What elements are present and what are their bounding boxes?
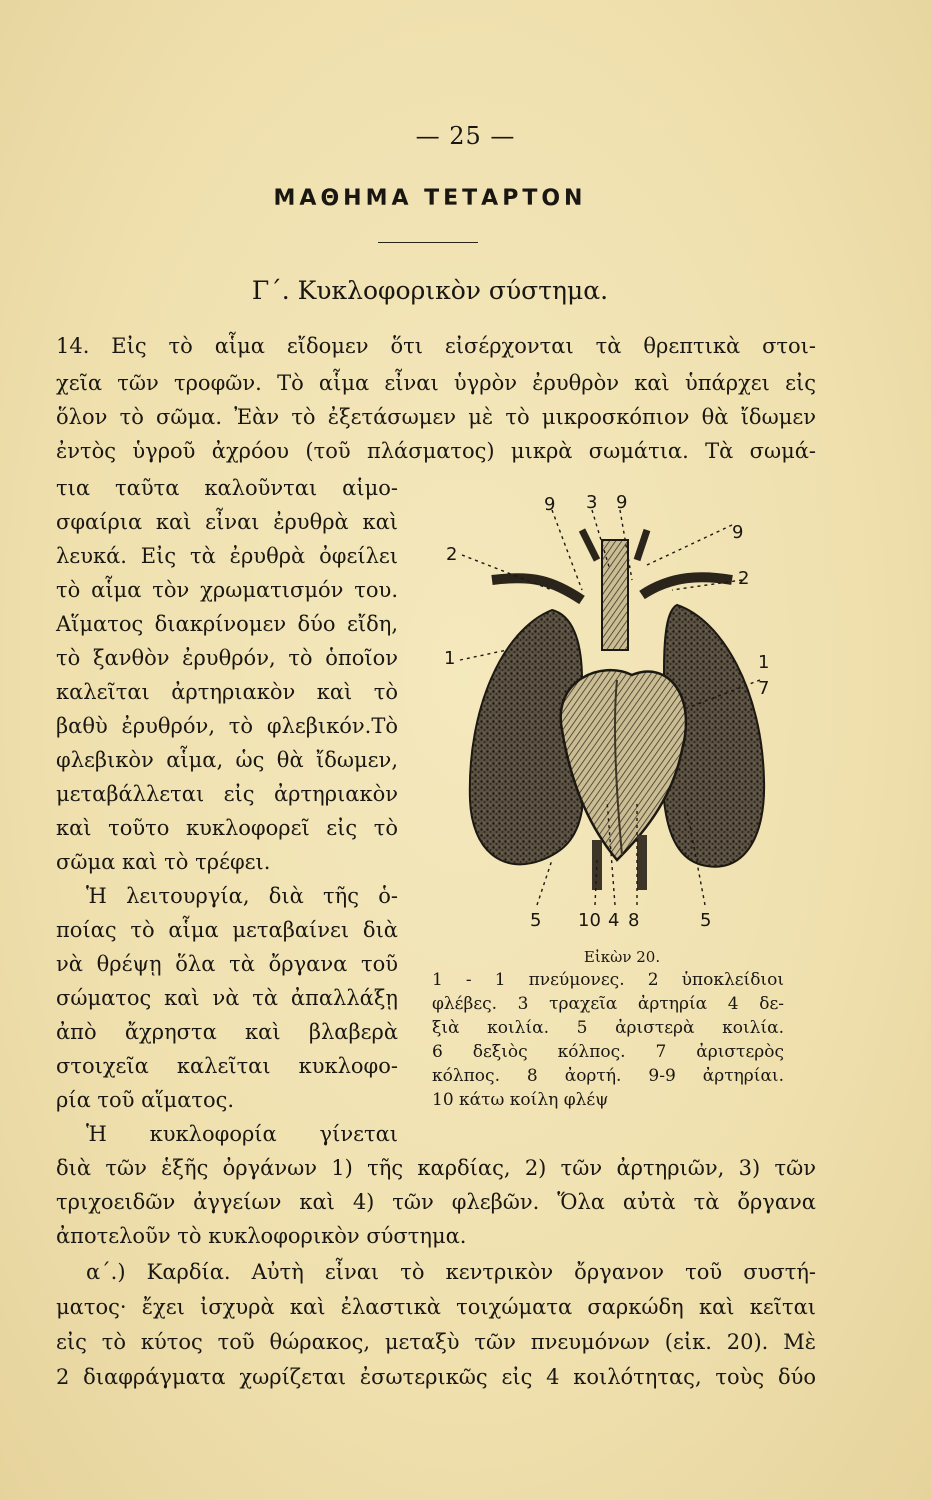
text-line: διὰ τῶν ἑξῆς ὀργάνων 1) τῆς καρδίας, 2) τῶν ἀρτηριῶν, 3) τῶν [56, 1156, 816, 1180]
text-line: χεῖα τῶν τροφῶν. Τὸ αἷμα εἶναι ὑγρὸν ἐρυθρὸν καὶ ὑπάρχει εἰς [56, 371, 816, 395]
anatomical-engraving [432, 480, 812, 940]
callout-label: 4 [608, 910, 620, 931]
text-line: ματος· ἔχει ἰσχυρὰ καὶ ἐλαστικὰ τοιχώματα σαρκώδη καὶ κεῖται [56, 1295, 816, 1319]
text-line: Ἡ κυκλοφορία γίνεται [86, 1122, 398, 1146]
text-line: εἰς τὸ κύτος τοῦ θώρακος, μεταξὺ τῶν πνευμόνων (εἰκ. 20). Μὲ [56, 1330, 816, 1354]
text-line: α΄.) Καρδία. Αὐτὴ εἶναι τὸ κεντρικὸν ὄργανον τοῦ συστή- [86, 1260, 816, 1284]
figure-caption-line: φλέβες. 3 τραχεῖα ἀρτηρία 4 δε- [432, 994, 784, 1014]
text-line: ἐντὸς ὑγροῦ ἀχρόου (τοῦ πλάσματος) μικρὰ σωμάτια. Τὰ σωμά- [56, 439, 816, 463]
callout-label: 7 [758, 678, 770, 699]
section-title: Γ΄. Κυκλοφορικὸν σύστημα. [251, 276, 609, 305]
callout-label: 9 [732, 522, 744, 543]
text-line: βαθὺ ἐρυθρόν, τὸ φλεβικόν.Τὸ [56, 714, 398, 738]
page-number: — 25 — [415, 122, 516, 150]
text-line: μεταβάλλεται εἰς ἀρτηριακὸν [56, 782, 398, 806]
text-line: Αἵματος διακρίνομεν δύο εἴδη, [56, 612, 398, 636]
figure-caption-line: 10 κάτω κοίλη φλέψ [432, 1090, 609, 1110]
heart-lungs-illustration [432, 480, 812, 940]
text-line: ὅλον τὸ σῶμα. Ἐὰν τὸ ἐξετάσωμεν μὲ τὸ μικροσκόπιον θὰ ἴδωμεν [56, 405, 816, 429]
callout-label: 1 [444, 648, 456, 669]
text-line: φλεβικὸν αἷμα, ὡς θὰ ἴδωμεν, [56, 748, 398, 772]
text-line: 2 διαφράγματα χωρίζεται ἐσωτερικῶς εἰς 4 κοιλότητας, τοὺς δύο [56, 1365, 816, 1389]
text-line: τριχοειδῶν ἀγγείων καὶ 4) τῶν φλεβῶν. Ὅλα αὐτὰ τὰ ὄργανα [56, 1190, 816, 1214]
lesson-title: ΜΑΘΗΜΑ ΤΕΤΑΡΤΟΝ [273, 186, 587, 211]
figure-caption-line: κόλπος. 8 ἀορτή. 9-9 ἀρτηρίαι. [432, 1066, 784, 1086]
text-line: σφαίρια καὶ εἶναι ἐρυθρὰ καὶ [56, 510, 398, 534]
text-line: ρία τοῦ αἵματος. [56, 1088, 235, 1112]
text-line: λευκά. Εἰς τὰ ἐρυθρὰ ὀφείλει [56, 544, 398, 568]
callout-label: 3 [586, 492, 598, 513]
text-line: 14. Εἰς τὸ αἷμα εἴδομεν ὅτι εἰσέρχονται τὰ θρεπτικὰ στοι- [56, 334, 816, 358]
text-line: καλεῖται ἀρτηριακὸν καὶ τὸ [56, 680, 398, 704]
callout-label: 5 [700, 910, 712, 931]
callout-label: 2 [446, 544, 458, 565]
text-line: σώματος καὶ νὰ τὰ ἀπαλλάξῃ [56, 986, 398, 1010]
text-line: ἀποτελοῦν τὸ κυκλοφορικὸν σύστημα. [56, 1224, 467, 1248]
text-line: καὶ τοῦτο κυκλοφορεῖ εἰς τὸ [56, 816, 398, 840]
text-line: τια ταῦτα καλοῦνται αἱμο- [56, 476, 398, 500]
text-line: τὸ αἷμα τὸν χρωματισμόν του. [56, 578, 398, 602]
title-divider [378, 242, 478, 243]
text-line: ἀπὸ ἄχρηστα καὶ βλαβερὰ [56, 1020, 398, 1044]
figure-caption-line: ξιὰ κοιλία. 5 ἀριστερὰ κοιλία. [432, 1018, 784, 1038]
text-line: τὸ ξανθὸν ἐρυθρόν, τὸ ὁποῖον [56, 646, 398, 670]
callout-label: 10 [578, 910, 601, 931]
callout-label: 5 [530, 910, 542, 931]
text-line: νὰ θρέψῃ ὅλα τὰ ὄργανα τοῦ [56, 952, 398, 976]
figure-caption-line: 1 - 1 πνεύμονες. 2 ὑποκλείδιοι [432, 970, 784, 990]
callout-label: 1 [758, 652, 770, 673]
figure-title: Εἰκὼν 20. [583, 948, 661, 966]
text-line: στοιχεῖα καλεῖται κυκλοφο- [56, 1054, 398, 1078]
callout-label: 8 [628, 910, 640, 931]
callout-label: 9 [544, 494, 556, 515]
callout-label: 2 [738, 568, 750, 589]
callout-label: 9 [616, 492, 628, 513]
text-line: σῶμα καὶ τὸ τρέφει. [56, 850, 271, 874]
figure-caption-line: 6 δεξιὸς κόλπος. 7 ἀριστερὸς [432, 1042, 784, 1062]
text-line: Ἡ λειτουργία, διὰ τῆς ὁ- [86, 884, 398, 908]
text-line: ποίας τὸ αἷμα μεταβαίνει διὰ [56, 918, 398, 942]
